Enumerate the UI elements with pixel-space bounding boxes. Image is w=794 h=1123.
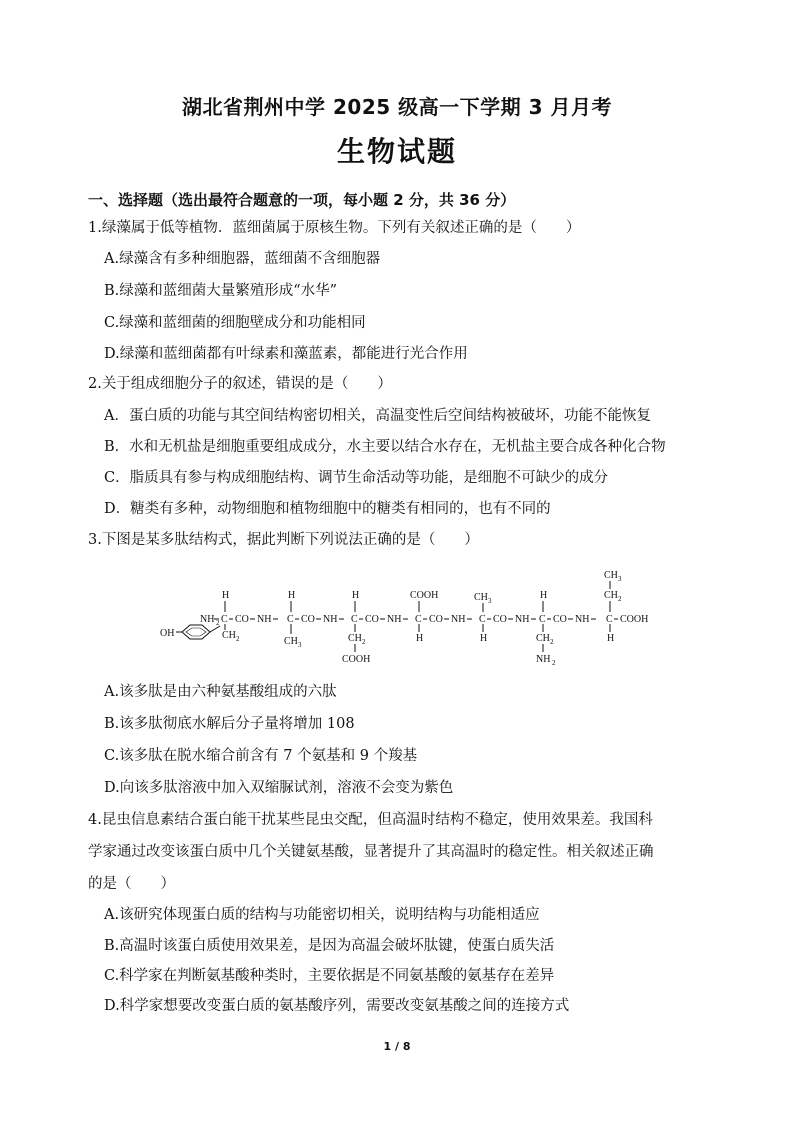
question-2-option-d: D．糖类有多种，动物细胞和植物细胞中的糖类有相同的，也有不同的: [104, 501, 551, 517]
question-4-option-d: D.科学家想要改变蛋白质的氨基酸序列，需要改变氨基酸之间的连接方式: [104, 998, 570, 1014]
svg-text:C: C: [415, 614, 422, 625]
svg-text:NH: NH: [451, 614, 466, 625]
r7-cooh: COOH: [620, 614, 649, 625]
svg-text:NH: NH: [515, 614, 530, 625]
question-2-option-c: C．脂质具有参与构成细胞结构、调节生命活动等功能，是细胞不可缺少的成分: [104, 470, 609, 486]
svg-text:CO: CO: [553, 614, 567, 625]
svg-text:C: C: [479, 614, 486, 625]
r7-ch3: CH: [604, 570, 618, 581]
question-4-stem-line-1: 4.昆虫信息素结合蛋白能干扰某些昆虫交配，但高温时结构不稳定，使用效果差。我国科: [88, 812, 653, 828]
page-number: 1 / 8: [383, 1040, 411, 1053]
svg-text:NH: NH: [323, 614, 338, 625]
question-4-option-a: A.该研究体现蛋白质的结构与功能密切相关，说明结构与功能相适应: [104, 907, 540, 923]
r1-h: H: [222, 590, 230, 601]
r4-h: H: [416, 633, 424, 644]
r6-ch: CH: [536, 633, 550, 644]
r2-ch: CH: [284, 636, 298, 647]
section-heading: 一、选择题（选出最符合题意的一项，每小题 2 分，共 36 分）: [88, 191, 516, 209]
svg-text:CO: CO: [235, 614, 249, 625]
r2-h: H: [288, 590, 296, 601]
question-1-option-c: C.绿藻和蓝细菌的细胞壁成分和功能相同: [104, 315, 366, 331]
exam-title: 湖北省荆州中学 2025 级高一下学期 3 月月考: [182, 95, 612, 119]
question-3-option-a: A.该多肽是由六种氨基酸组成的六肽: [104, 684, 337, 700]
r3-h: H: [352, 590, 360, 601]
r6-nh2: NH: [536, 654, 551, 665]
question-1-option-b: B.绿藻和蓝细菌大量繁殖形成“水华”: [104, 283, 338, 299]
question-1-stem: 1.绿藻属于低等植物．蓝细菌属于原核生物。下列有关叙述正确的是（ ）: [88, 220, 581, 236]
svg-text:C: C: [539, 614, 546, 625]
question-3-stem: 3.下图是某多肽结构式，据此判断下列说法正确的是（ ）: [88, 532, 479, 548]
svg-text:NH: NH: [257, 614, 272, 625]
question-4-option-b: B.高温时该蛋白质使用效果差，是因为高温会破坏肽键，使蛋白质失活: [104, 938, 555, 954]
svg-text:C: C: [351, 614, 358, 625]
svg-text:3: 3: [298, 641, 302, 649]
oh-label: OH: [160, 628, 175, 639]
svg-text:CO: CO: [429, 614, 443, 625]
r6-h: H: [540, 590, 548, 601]
r1-ch: CH: [222, 630, 236, 641]
svg-text:2: 2: [236, 635, 240, 643]
polypeptide-structure-figure: [158, 568, 658, 672]
r4-cooh: COOH: [410, 590, 439, 601]
r5-h: H: [480, 633, 488, 644]
question-4-option-c: C.科学家在判断氨基酸种类时，主要依据是不同氨基酸的氨基存在差异: [104, 968, 555, 984]
question-4-stem-line-2: 学家通过改变该蛋白质中几个关键氨基酸，显著提升了其高温时的稳定性。相关叙述正确: [88, 844, 654, 860]
svg-text:2: 2: [550, 638, 554, 646]
svg-text:3: 3: [488, 597, 492, 605]
r7-h: H: [607, 633, 615, 644]
r5-ch: CH: [474, 592, 488, 603]
question-4-stem-line-3: 的是（ ）: [88, 876, 175, 892]
benzene-ring-icon: [182, 625, 220, 639]
svg-text:NH: NH: [387, 614, 402, 625]
question-1-option-a: A.绿藻含有多种细胞器，蓝细菌不含细胞器: [104, 251, 381, 267]
r3-cooh: COOH: [342, 654, 371, 665]
question-2-option-a: A．蛋白质的功能与其空间结构密切相关，高温变性后空间结构被破坏，功能不能恢复: [104, 408, 651, 424]
svg-text:2: 2: [216, 619, 220, 627]
r7-ch2: CH: [604, 590, 618, 601]
svg-text:3: 3: [618, 575, 622, 583]
r1-nh: NH: [200, 614, 215, 625]
question-3-option-c: C.该多肽在脱水缩合前含有 7 个氨基和 9 个羧基: [104, 748, 418, 764]
svg-text:2: 2: [618, 595, 622, 603]
r1-c: C: [221, 614, 228, 625]
question-2-option-b: B．水和无机盐是细胞重要组成成分，水主要以结合水存在，无机盐主要合成各种化合物: [104, 439, 666, 455]
svg-text:CO: CO: [365, 614, 379, 625]
question-2-stem: 2.关于组成细胞分子的叙述，错误的是（ ）: [88, 376, 392, 392]
svg-text:CO: CO: [493, 614, 507, 625]
svg-text:2: 2: [362, 638, 366, 646]
question-3-option-d: D.向该多肽溶液中加入双缩脲试剂，溶液不会变为紫色: [104, 780, 454, 796]
question-3-option-b: B.该多肽彻底水解后分子量将增加 108: [104, 716, 355, 732]
svg-text:CO: CO: [301, 614, 315, 625]
r3-ch: CH: [348, 633, 362, 644]
svg-text:C: C: [606, 614, 613, 625]
svg-text:2: 2: [552, 659, 556, 667]
question-1-option-d: D.绿藻和蓝细菌都有叶绿素和藻蓝素，都能进行光合作用: [104, 346, 468, 362]
svg-text:C: C: [287, 614, 294, 625]
svg-text:NH: NH: [575, 614, 590, 625]
subject-title: 生物试题: [336, 135, 457, 168]
